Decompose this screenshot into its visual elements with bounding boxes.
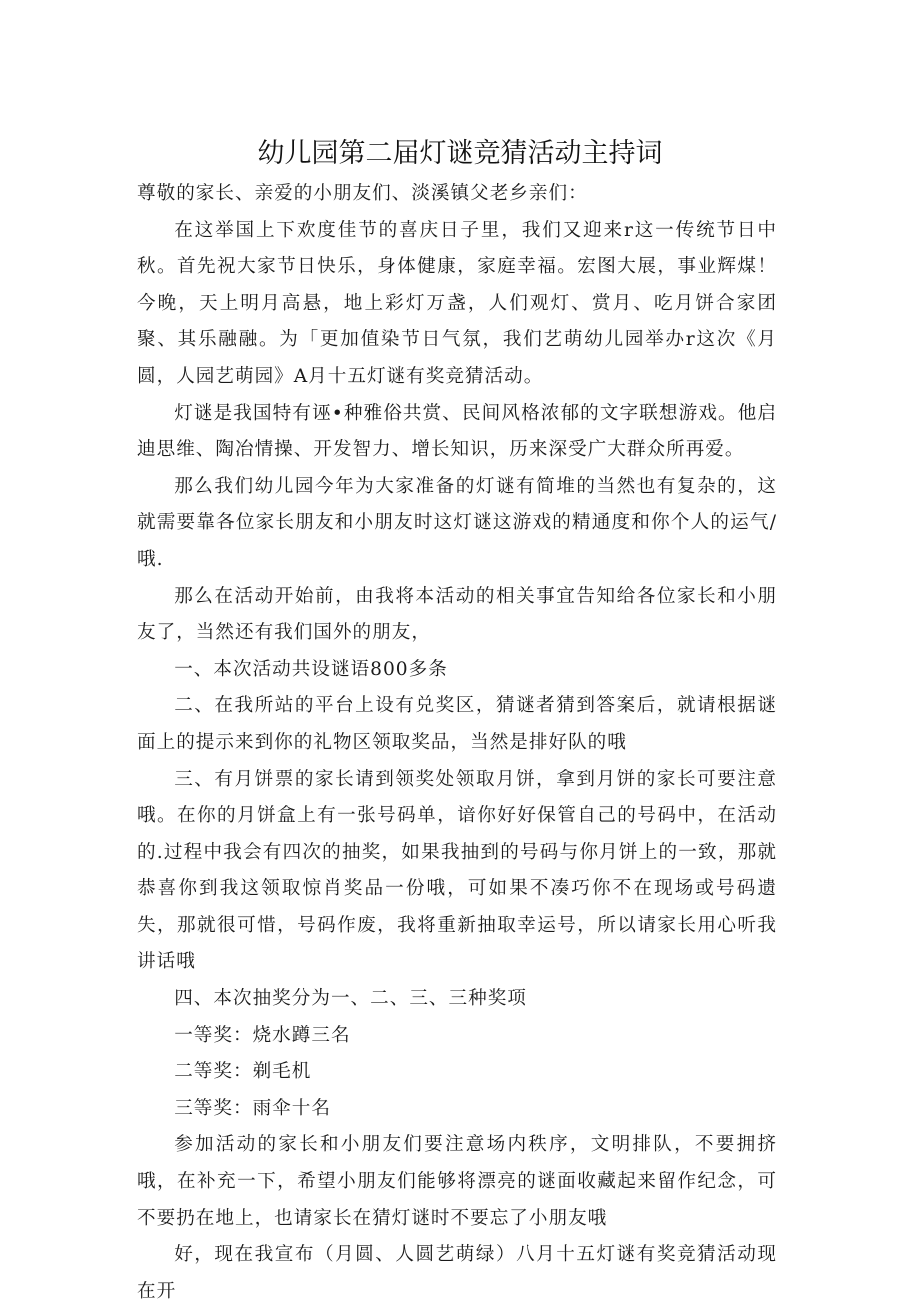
- prize-second: 二等奖：剃毛机: [174, 1061, 312, 1083]
- paragraph-opening: 在这举国上下欢度佳节的喜庆日子里，我们又迎来r这一传统节日中秋。首先祝大家节日快乐，身体健康，家庭幸福。宏图大展，事业辉煤！今晚，天上明月高悬，地上彩灯万盏，人们观灯、赏月、吃月饼合家团聚、其乐融融。为「更加值染节日气氛，我们艺萌幼儿园举办r这次《月圆，人园艺萌园》A月十五灯谜有奖竞猜活动。: [137, 219, 777, 387]
- paragraph-declaration: 好，现在我宣布（月圆、人圆艺萌绿）八月十五灯谜有奖竞猜活动现在开: [137, 1244, 777, 1302]
- prize-first: 一等奖：烧水蹲三名: [174, 1024, 351, 1046]
- paragraph-announcement: 那么在活动开始前，由我将本活动的相关事宜告知给各位家长和小朋友了，当然还有我们国外的朋友，: [137, 585, 777, 644]
- paragraph-order-reminder: 参加活动的家长和小朋友们要注意场内秩序，文明排队，不要拥挤哦，在补充一下，希望小朋友们能够将漂亮的谜面收藏起来留作纪念，可不要扔在地上，也请家长在猜灯谜时不要忘了小朋友哦: [137, 1134, 777, 1229]
- prize-third: 三等奖：雨伞十名: [174, 1097, 331, 1119]
- document-title: 幼儿园第二届灯谜竞猜活动主持词: [257, 138, 663, 169]
- rule-item-3: 三、有月饼票的家长请到领奖处领取月饼，拿到月饼的家长可要注意哦。在你的月饼盒上有一张号码单，谙你好好保管自己的号码中，在活动的.过程中我会有四次的抽奖，如果我抽到的号码与你月饼上的一致，那就恭喜你到我这领取惊肖奖品一份哦，可如果不凑巧你不在现场或号码遗失，那就很可惜，号码作废，我将重新抽取幸运号，所以请家长用心听我讲话哦: [137, 768, 777, 973]
- rule-item-1: 一、本次活动共设谜语800多条: [174, 658, 448, 680]
- paragraph-lantern-riddles: 灯谜是我国特有诬•种雅俗共赏、民间风格浓郁的文字联想游戏。他启迪思维、陶冶情操、开发智力、增长知识，历来深受广大群众所再爱。: [137, 402, 777, 461]
- paragraph-preparation: 那么我们幼儿园今年为大家准备的灯谜有简堆的当然也有复杂的，这就需要靠各位家长朋友和小朋友时这灯谜这游戏的精通度和你个人的运气/哦.: [137, 475, 777, 570]
- document-body: [137, 176, 777, 1310]
- rule-item-4: 四、本次抽奖分为一、二、三、三种奖项: [174, 988, 527, 1010]
- salutation: 尊敬的家长、亲爱的小朋友们、淡溪镇父老乡亲们：: [137, 183, 588, 204]
- rule-item-2: 二、在我所站的平台上设有兑奖区，猜谜者猜到答案后，就请根据谜面上的提示来到你的礼物区领取奖品，当然是排好队的哦: [137, 695, 777, 753]
